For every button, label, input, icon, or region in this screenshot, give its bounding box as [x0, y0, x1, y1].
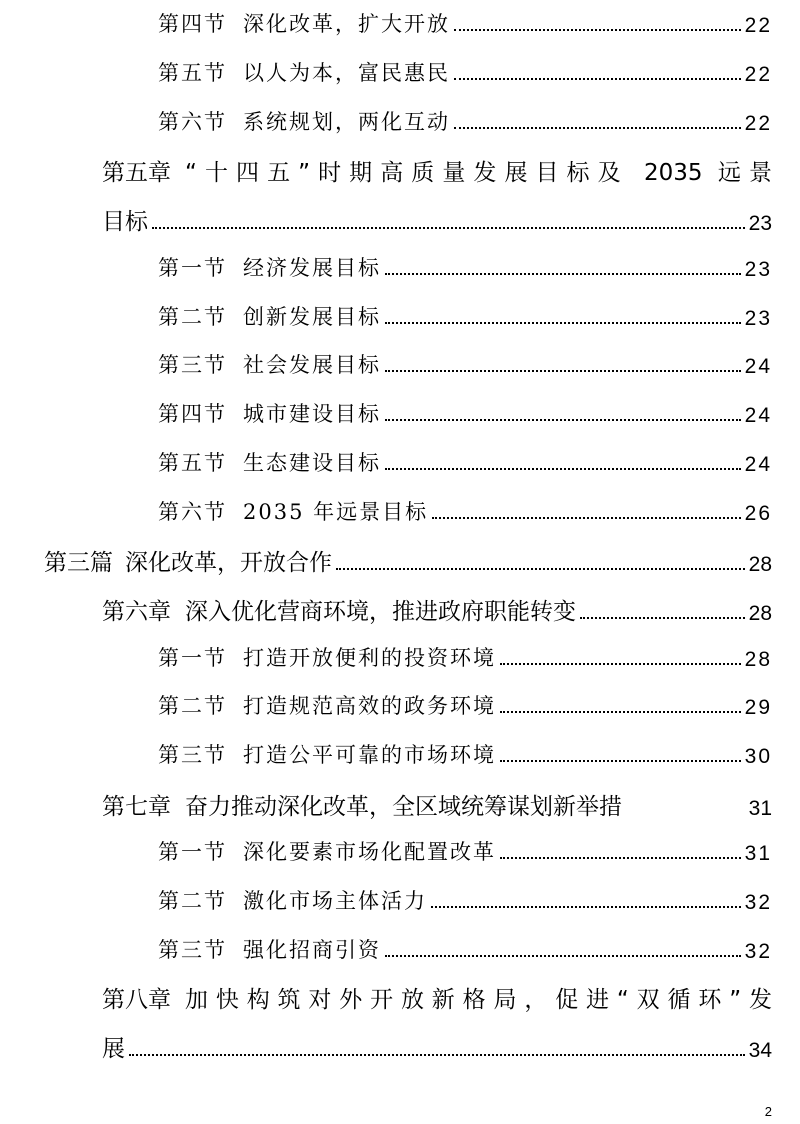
toc-label: 第五章: [102, 160, 171, 186]
toc-label: 第五节: [158, 451, 227, 475]
dot-leader: [336, 568, 745, 570]
toc-page-number: 28: [748, 602, 772, 625]
toc-entry[interactable]: [158, 885, 772, 915]
toc-entry[interactable]: [158, 739, 772, 769]
toc-page-number: 24: [744, 404, 772, 427]
toc-text: 激化市场主体活力: [243, 889, 427, 913]
toc-text: 奋力推动深化改革，全区域统筹谋划新举措: [185, 794, 622, 820]
toc-label: 第五节: [158, 61, 227, 85]
toc-entry-chapter-line2[interactable]: [102, 203, 772, 236]
toc-text: 打造开放便利的投资环境: [243, 646, 496, 670]
toc-text: 生态建设目标: [243, 451, 381, 475]
dot-leader: [500, 711, 741, 713]
toc-page-number: 22: [744, 63, 772, 86]
toc-entry[interactable]: [158, 398, 772, 428]
toc-text: 创新发展目标: [243, 305, 381, 329]
dot-leader: [500, 760, 741, 762]
toc-page-number: 24: [744, 355, 772, 378]
toc-label: 第一节: [158, 256, 227, 280]
toc-page-number: 22: [744, 14, 772, 37]
dot-leader: [580, 617, 745, 619]
dot-leader: [385, 273, 741, 275]
toc-label: 第八章: [102, 987, 171, 1013]
toc-text: 社会发展目标: [243, 353, 381, 377]
dot-leader: [454, 78, 741, 80]
dot-leader: [454, 127, 741, 129]
toc-label: 第三节: [158, 353, 227, 377]
toc-page-number: 32: [744, 940, 772, 963]
dot-leader: [454, 29, 741, 31]
toc-label: 第四节: [158, 402, 227, 426]
toc-label: 第六节: [158, 110, 227, 134]
toc-page-number: 28: [744, 648, 772, 671]
toc-text: 深化要素市场化配置改革: [243, 840, 496, 864]
toc-text: 系统规划，两化互动: [243, 110, 450, 134]
toc-page-number: 26: [744, 502, 772, 525]
toc-text: 深化改革，扩大开放: [243, 12, 450, 36]
toc-page-number: 32: [744, 891, 772, 914]
toc-label: 第三节: [158, 743, 227, 767]
toc-text: 深化改革，开放合作: [125, 550, 332, 576]
dot-leader: [152, 227, 745, 229]
toc-text: 打造规范高效的政务环境: [243, 694, 496, 718]
toc-text: 加快构筑对外开放新格局，促进“双循环”发: [185, 987, 772, 1013]
toc-text: 展: [102, 1036, 125, 1062]
toc-page-number: 31: [748, 797, 772, 820]
toc-text: 以人为本，富民惠民: [243, 61, 450, 85]
toc-page-number: 29: [744, 696, 772, 719]
toc-entry[interactable]: [158, 252, 772, 282]
dot-leader: [431, 906, 741, 908]
dot-leader: [500, 857, 741, 859]
toc-entry[interactable]: [158, 690, 772, 720]
toc-entry-part[interactable]: [44, 544, 772, 577]
dot-leader: [385, 468, 741, 470]
dot-leader: [385, 322, 741, 324]
toc-page-number: 28: [748, 553, 772, 576]
toc-entry[interactable]: [158, 642, 772, 672]
toc-label: 第二节: [158, 694, 227, 718]
toc-entry[interactable]: [158, 934, 772, 964]
toc-page-number: 31: [744, 842, 772, 865]
toc-text: 2035 年远景目标: [243, 500, 429, 524]
page-number: 2: [764, 1104, 772, 1119]
toc-page-number: 23: [744, 307, 772, 330]
toc-label: 第二节: [158, 889, 227, 913]
toc-label: 第三节: [158, 938, 227, 962]
toc-entry[interactable]: [158, 301, 772, 331]
dot-leader: [385, 370, 741, 372]
toc-text: 城市建设目标: [243, 402, 381, 426]
toc-entry[interactable]: [158, 836, 772, 866]
toc-label: 第四节: [158, 12, 227, 36]
toc-entry-chapter[interactable]: [102, 788, 772, 821]
toc-entry[interactable]: [158, 496, 772, 526]
toc-text: “十四五”时期高质量发展目标及 2035 远景: [185, 160, 772, 186]
toc-label: 第三篇: [44, 550, 113, 576]
toc-label: 第六章: [102, 599, 171, 625]
toc-entry[interactable]: [158, 57, 772, 87]
dot-leader: [500, 663, 741, 665]
toc-label: 第一节: [158, 646, 227, 670]
toc-text: 目标: [102, 209, 148, 235]
toc-label: 第一节: [158, 840, 227, 864]
toc-label: 第二节: [158, 305, 227, 329]
toc-text: 强化招商引资: [243, 938, 381, 962]
toc-text: 经济发展目标: [243, 256, 381, 280]
toc-text: 深入优化营商环境，推进政府职能转变: [185, 599, 576, 625]
toc-entry[interactable]: [158, 447, 772, 477]
dot-leader: [129, 1054, 745, 1056]
dot-leader: [385, 419, 741, 421]
toc-entry-chapter[interactable]: [102, 593, 772, 626]
toc-page-number: 30: [744, 745, 772, 768]
toc-page-number: 23: [748, 212, 772, 235]
toc-entry-chapter-line2[interactable]: [102, 1030, 772, 1063]
toc-page-number: 23: [744, 258, 772, 281]
toc-page-number: 24: [744, 453, 772, 476]
toc-entry-chapter-line1[interactable]: [102, 154, 772, 187]
toc-entry[interactable]: [158, 106, 772, 136]
dot-leader: [432, 517, 741, 519]
toc-entry-chapter-line1[interactable]: [102, 981, 772, 1014]
toc-label: 第六节: [158, 500, 227, 524]
toc-page-number: 34: [748, 1039, 772, 1062]
toc-entry[interactable]: [158, 349, 772, 379]
toc-page-number: 22: [744, 112, 772, 135]
toc-entry[interactable]: [158, 8, 772, 38]
dot-leader: [385, 955, 741, 957]
toc-label: 第七章: [102, 794, 171, 820]
toc-text: 打造公平可靠的市场环境: [243, 743, 496, 767]
